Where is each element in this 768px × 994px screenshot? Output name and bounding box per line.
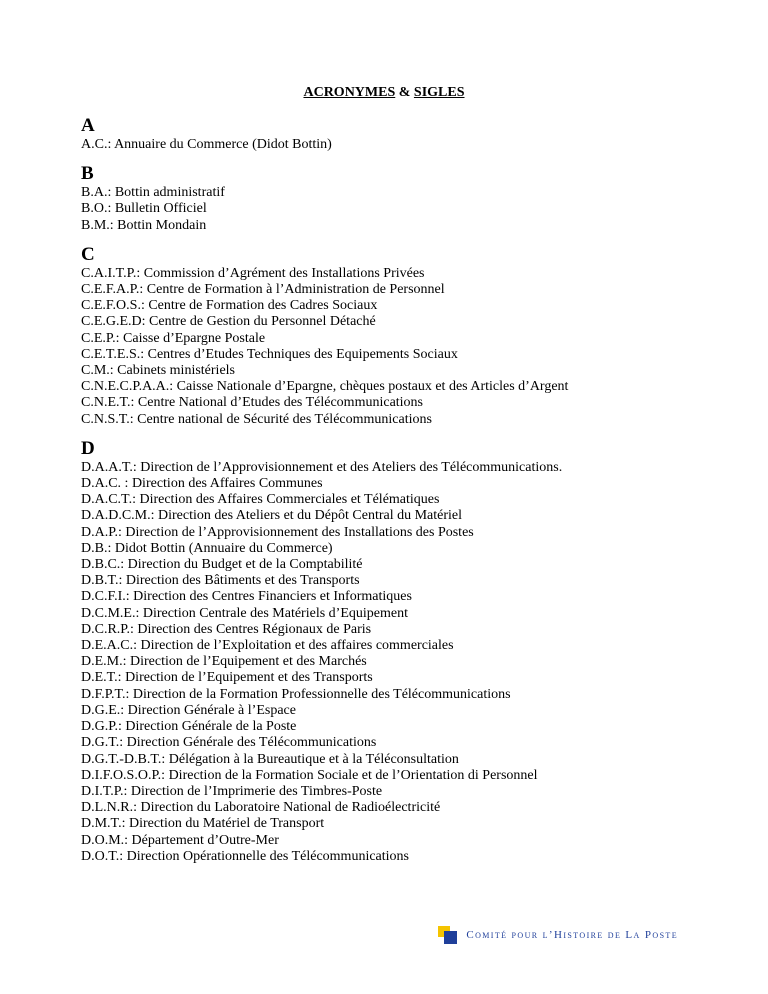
acronym-entry: C.N.E.T.: Centre National d’Etudes des Télécommunications <box>81 395 424 411</box>
acronym-entry: C.A.I.T.P.: Commission d’Agrément des Installations Privées <box>81 265 425 281</box>
acronym-entry: D.F.P.T.: Direction de la Formation Professionnelle des Télécommunications <box>81 686 511 702</box>
acronym-entry: D.B.: Didot Bottin (Annuaire du Commerce) <box>81 540 333 556</box>
acronym-entry: D.E.A.C.: Direction de l’Exploitation et des affaires commerciales <box>81 638 454 654</box>
acronym-entry: D.E.T.: Direction de l’Equipement et des Transports <box>81 670 373 686</box>
acronym-entry: D.G.T.: Direction Générale des Télécommunications <box>81 735 377 751</box>
acronym-entry: D.B.C.: Direction du Budget et de la Comptabilité <box>81 557 363 573</box>
title-part-acronymes: ACRONYMES <box>303 85 396 100</box>
acronym-entry: D.B.T.: Direction des Bâtiments et des Transports <box>81 573 360 589</box>
footer-brand <box>438 926 678 944</box>
section-letter-heading: D <box>81 437 95 459</box>
title-separator: & <box>395 85 414 100</box>
section-letter-heading: A <box>81 115 95 136</box>
footer-text: Comité pour l’Histoire de La Poste <box>466 929 678 941</box>
acronym-entry: D.O.T.: Direction Opérationnelle des Télécommunications <box>81 848 409 864</box>
acronym-entry: D.G.P.: Direction Générale de la Poste <box>81 719 297 735</box>
acronym-entry: D.L.N.R.: Direction du Laboratoire National de Radioélectricité <box>81 800 441 816</box>
acronym-entry: D.A.C. : Direction des Affaires Communes <box>81 476 323 492</box>
acronym-entry: D.A.P.: Direction de l’Approvisionnement des Installations des Postes <box>81 524 474 540</box>
section-b <box>81 163 721 234</box>
acronym-entry: C.N.E.C.P.A.A.: Caisse Nationale d’Epargne, chèques postaux et des Articles d’Argent <box>81 379 569 395</box>
acronym-entry: D.M.T.: Direction du Matériel de Transport <box>81 816 325 832</box>
section-letter-heading: B <box>81 163 94 185</box>
acronym-entry: D.G.E.: Direction Générale à l’Espace <box>81 702 296 718</box>
acronym-entry: D.I.F.O.S.O.P.: Direction de la Formation Sociale et de l’Orientation di Personnel <box>81 767 538 783</box>
acronym-entry: C.E.G.E.D: Centre de Gestion du Personnel Détaché <box>81 314 376 330</box>
acronym-entry: C.M.: Cabinets ministériels <box>81 363 235 379</box>
acronym-entry: C.N.S.T.: Centre national de Sécurité des Télécommunications <box>81 411 432 427</box>
acronym-entry: C.E.T.E.S.: Centres d’Etudes Techniques des Equipements Sociaux <box>81 346 458 362</box>
acronym-entry: A.C.: Annuaire du Commerce (Didot Bottin) <box>81 137 332 152</box>
acronym-entry: D.C.R.P.: Direction des Centres Régionaux de Paris <box>81 621 372 637</box>
acronym-entry: C.E.P.: Caisse d’Epargne Postale <box>81 330 266 346</box>
glossary-content <box>81 115 721 865</box>
section-a <box>81 115 721 153</box>
acronym-entry: D.E.M.: Direction de l’Equipement et des Marchés <box>81 654 367 670</box>
acronym-entry: C.E.F.O.S.: Centre de Formation des Cadres Sociaux <box>81 298 378 314</box>
acronym-entry: D.C.F.I.: Direction des Centres Financiers et Informatiques <box>81 589 412 605</box>
acronym-entry: D.C.M.E.: Direction Centrale des Matériels d’Equipement <box>81 605 408 621</box>
acronym-entry: C.E.F.A.P.: Centre de Formation à l’Administration de Personnel <box>81 282 445 298</box>
acronym-entry: D.G.T.-D.B.T.: Délégation à la Bureautique et à la Téléconsultation <box>81 751 459 767</box>
acronym-entry: B.A.: Bottin administratif <box>81 185 225 201</box>
logo-blue-square <box>444 931 457 944</box>
title-part-sigles: SIGLES <box>413 85 465 100</box>
acronym-entry: D.A.A.T.: Direction de l’Approvisionnement et des Ateliers des Télécommunications. <box>81 459 563 475</box>
section-c <box>81 244 721 428</box>
acronym-entry: D.O.M.: Département d’Outre-Mer <box>81 832 279 848</box>
acronym-entry: B.M.: Bottin Mondain <box>81 217 207 233</box>
acronym-entry: B.O.: Bulletin Officiel <box>81 201 207 217</box>
page-title <box>0 85 768 101</box>
acronym-entry: D.I.T.P.: Direction de l’Imprimerie des Timbres-Poste <box>81 783 383 799</box>
acronym-entry: D.A.C.T.: Direction des Affaires Commerciales et Télématiques <box>81 492 440 508</box>
section-letter-heading: C <box>81 243 95 265</box>
section-d <box>81 438 721 865</box>
la-poste-logo-icon <box>438 926 458 944</box>
acronym-entry: D.A.D.C.M.: Direction des Ateliers et du Dépôt Central du Matériel <box>81 508 463 524</box>
